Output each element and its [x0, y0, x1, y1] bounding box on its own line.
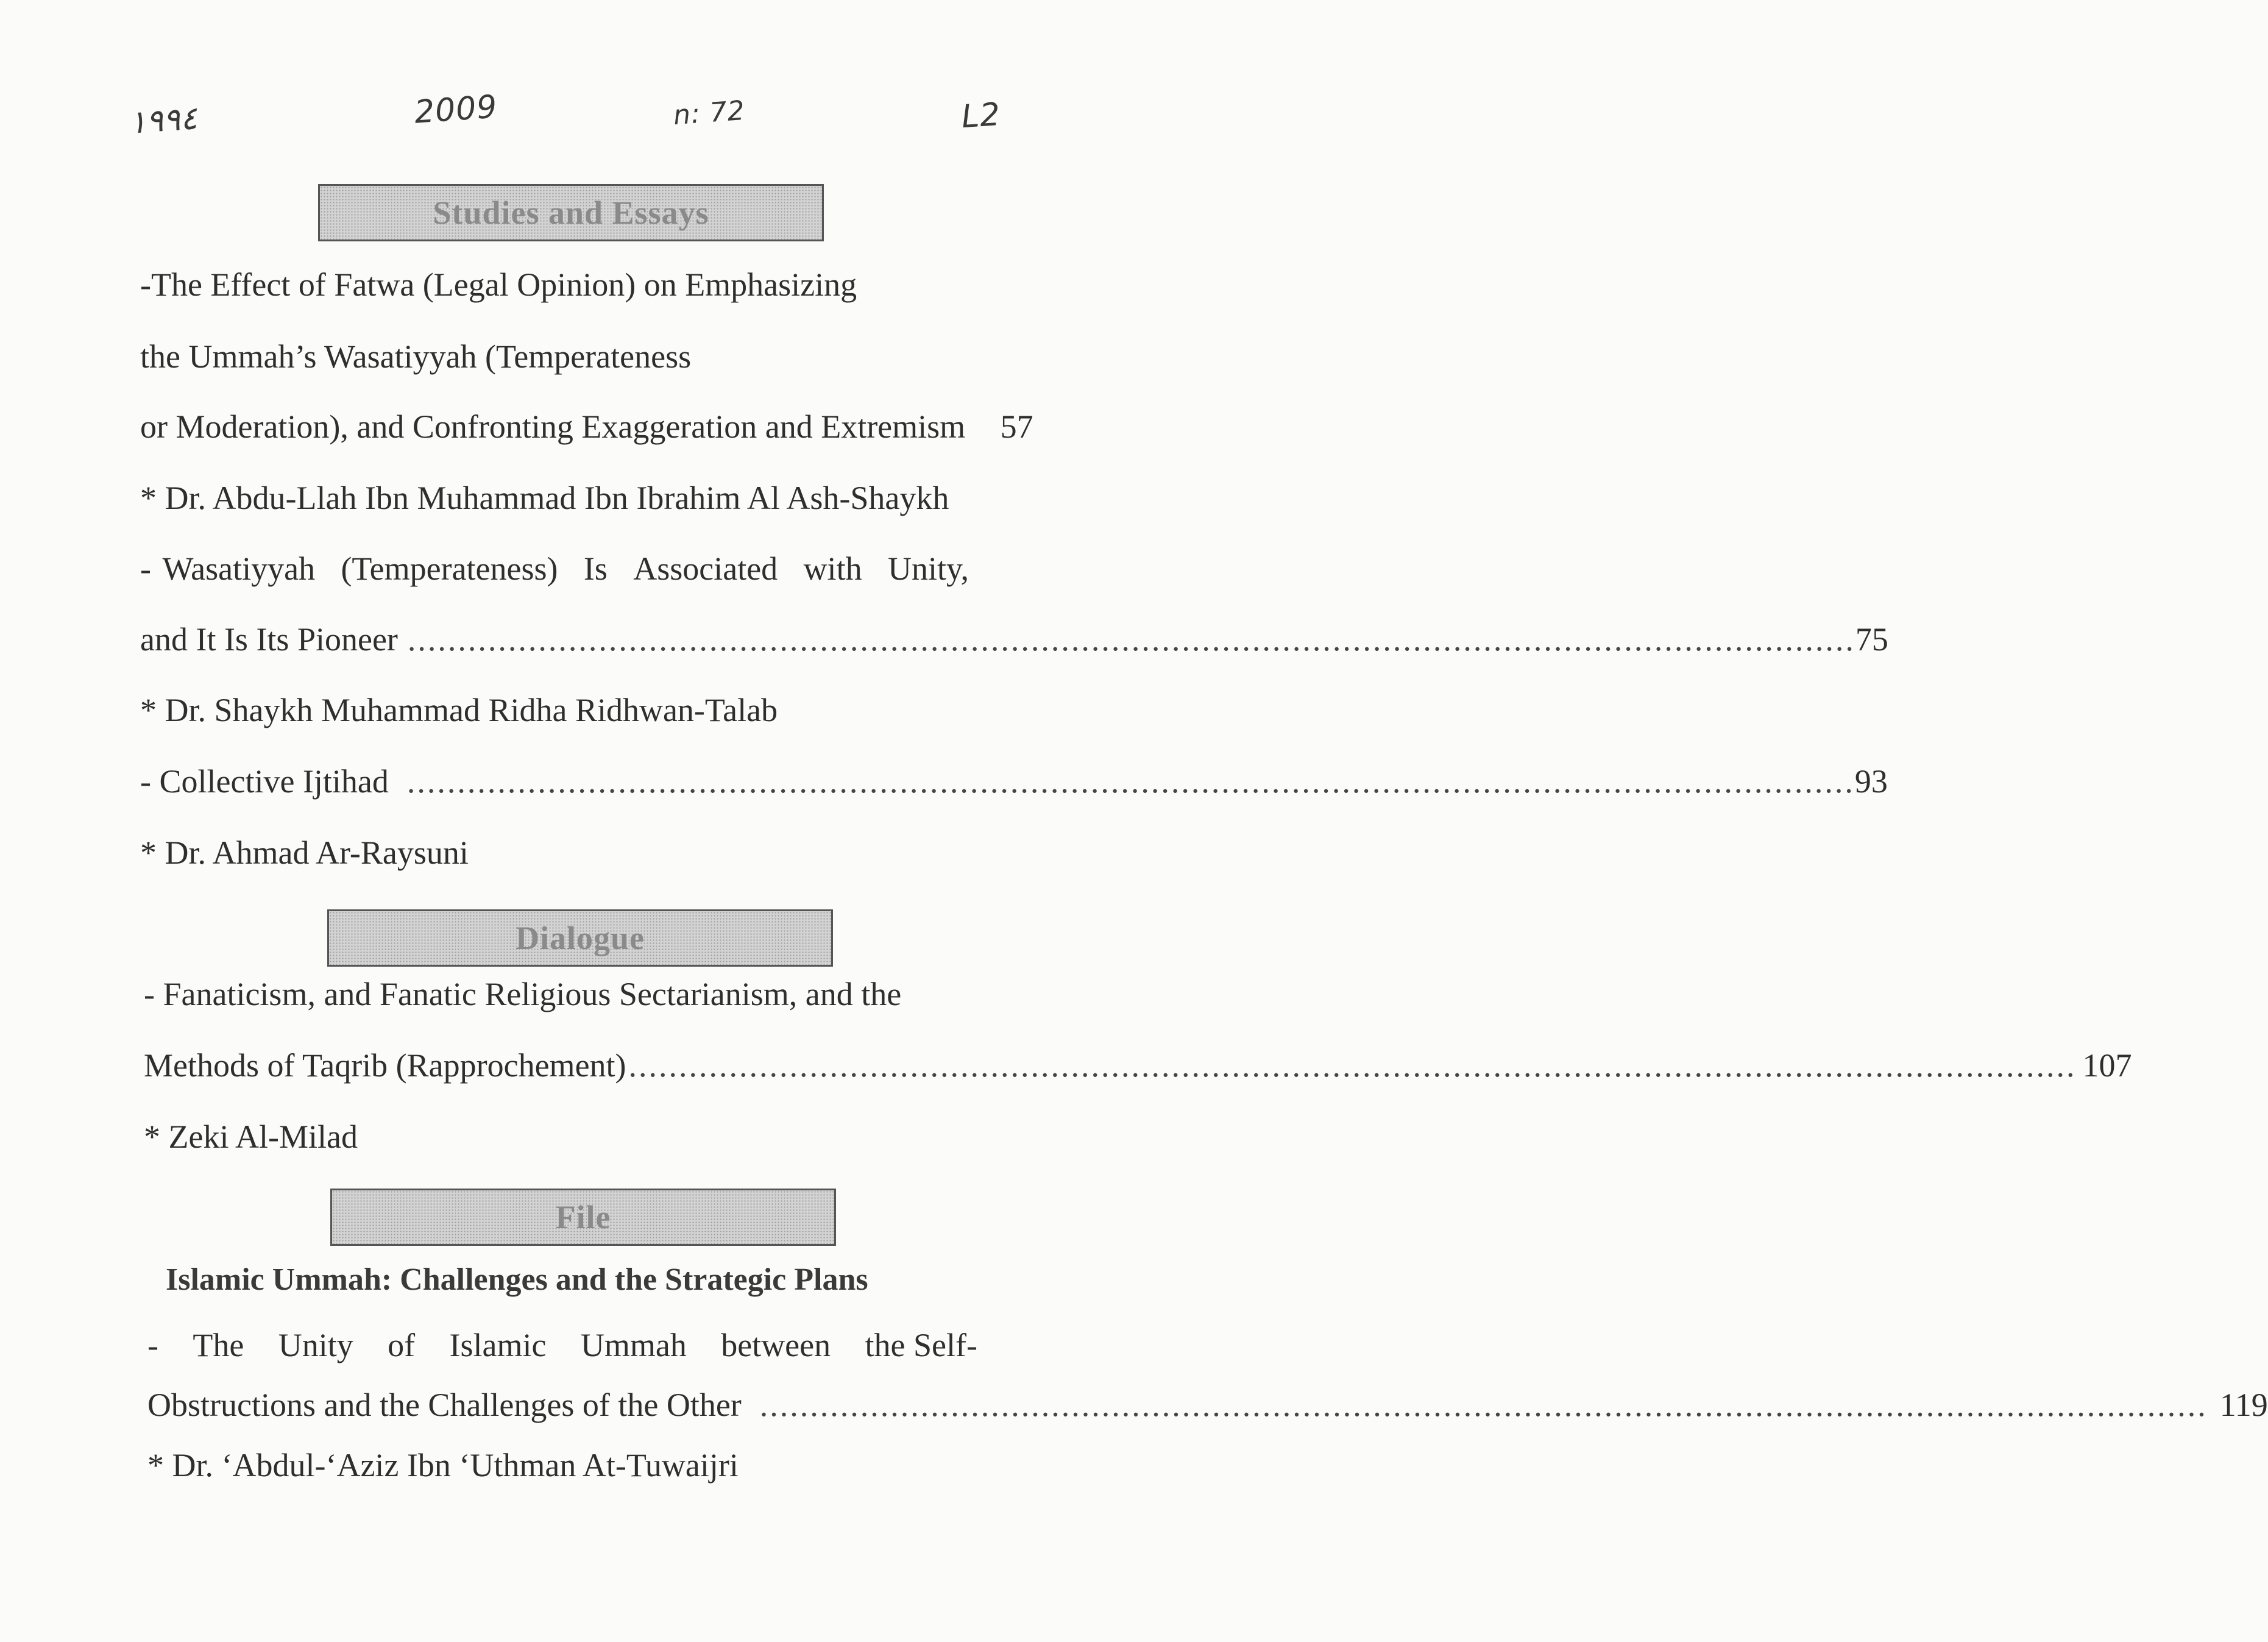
entry-author: * Dr. Abdu-Llah Ibn Muhammad Ibn Ibrahim Al Ash-Shaykh [140, 480, 949, 516]
entry-title-line: - Fanaticism, and Fanatic Religious Sectarianism, and the [144, 976, 902, 1012]
entry-title-line [140, 621, 1888, 658]
entry-title-line [140, 763, 1888, 800]
entry-title-text: Obstructions and the Challenges of the Other [147, 1387, 742, 1423]
word: Unity [278, 1327, 353, 1363]
section-header-file [330, 1189, 836, 1246]
word: Is [583, 550, 608, 587]
word: the Self- [865, 1327, 977, 1363]
dot-leader: ................................................................................................................................................ [407, 621, 1855, 658]
word: Ummah [580, 1327, 687, 1363]
section-title: Dialogue [515, 920, 645, 956]
word: (Temperateness) [341, 550, 558, 587]
section-header-dialogue [327, 909, 833, 967]
handwritten-note-2: 2009 [413, 88, 499, 131]
entry-title-line [140, 410, 1033, 443]
dot-leader: ................................................................................................................................................ [628, 1047, 2077, 1084]
dot-leader: ................................................................................................................................................ [759, 1387, 2208, 1423]
page-number: 75 [1855, 621, 1888, 658]
entry-author: * Dr. Shaykh Muhammad Ridha Ridhwan-Talab [140, 692, 778, 728]
section-title: Studies and Essays [433, 194, 709, 231]
entry-title-text: or Moderation), and Confronting Exaggeration and Extremism [140, 408, 966, 445]
handwritten-note-4: L2 [960, 96, 1002, 136]
page-number: 107 [2082, 1047, 2132, 1084]
entry-title-text: and It Is Its Pioneer [140, 621, 398, 658]
entry-title-line [147, 1329, 977, 1362]
word: between [721, 1327, 831, 1363]
entry-author: * Dr. Ahmad Ar-Raysuni [140, 834, 469, 871]
entry-title-line [147, 1387, 2268, 1423]
page-number: 93 [1854, 763, 1888, 800]
entry-title-line: -The Effect of Fatwa (Legal Opinion) on Emphasizing [140, 266, 857, 303]
entry-author: * Zeki Al-Milad [144, 1118, 358, 1155]
entry-title-text: Methods of Taqrib (Rapprochement) [144, 1047, 626, 1084]
word: with [803, 550, 862, 587]
entry-title-line [144, 1047, 2132, 1084]
word: Associated [633, 550, 778, 587]
section-header-studies [318, 184, 824, 241]
word: Unity, [887, 550, 969, 587]
word: - [147, 1327, 158, 1363]
section-title: File [555, 1199, 611, 1235]
page-number: 57 [1000, 408, 1033, 445]
word: Islamic [449, 1327, 547, 1363]
handwritten-note-3: n: 72 [672, 94, 746, 132]
file-subtitle: Islamic Ummah: Challenges and the Strategic Plans [166, 1262, 868, 1297]
page-number: 119 [2219, 1387, 2268, 1423]
entry-title-line: the Ummah’s Wasatiyyah (Temperateness [140, 338, 692, 375]
entry-author: * Dr. ‘Abdul-‘Aziz Ibn ‘Uthman At-Tuwaijri [147, 1447, 739, 1484]
word: - Wasatiyyah [140, 550, 316, 587]
word: The [193, 1327, 244, 1363]
handwritten-note-1: ١٩٩٤ [128, 100, 199, 141]
entry-title-line [140, 552, 969, 585]
dot-leader: ................................................................................................................................................ [406, 763, 1855, 800]
word: of [388, 1327, 416, 1363]
entry-title-text: - Collective Ijtihad [140, 763, 389, 800]
